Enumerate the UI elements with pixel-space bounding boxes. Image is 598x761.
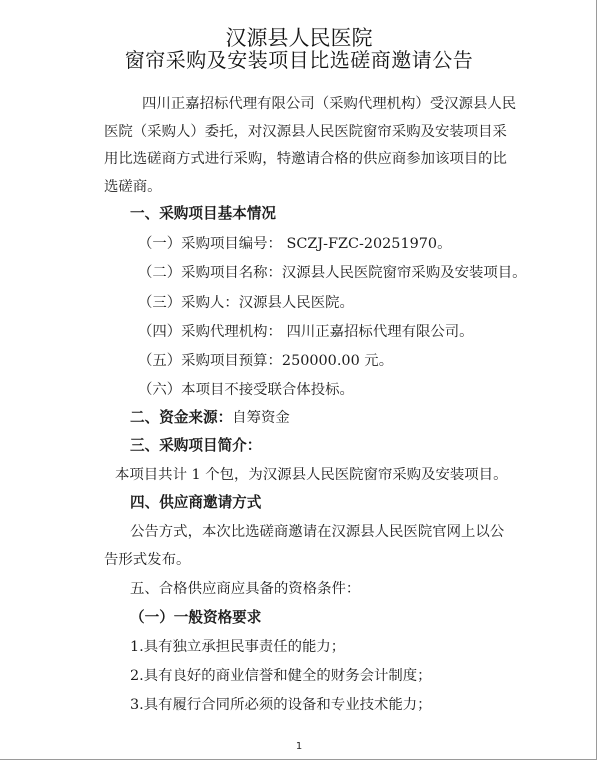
section-5-heading: 五、合格供应商应具备的资格条件： — [130, 581, 361, 597]
section-1-item: （三）采购人：汉源县人民医院。 — [138, 295, 354, 311]
section-5-item: 3.具有履行合同所必须的设备和专业技术能力； — [130, 697, 432, 713]
section-1-item: （六）本项目不接受联合体投标。 — [138, 382, 354, 398]
intro-line-4: 选磋商。 — [104, 179, 162, 195]
intro-line-1: 四川正嘉招标代理有限公司（采购代理机构）受汉源县人民 — [142, 96, 517, 112]
section-1-item: （一）采购项目编号： SCZJ-FZC-20251970。 — [138, 236, 452, 252]
section-1-item: （四）采购代理机构： 四川正嘉招标代理有限公司。 — [138, 324, 474, 340]
section-5-item: 1.具有独立承担民事责任的能力； — [130, 639, 346, 655]
section-3-heading: 三、采购项目简介： — [130, 437, 262, 454]
section-4-text-line-2: 告形式发布。 — [104, 552, 191, 568]
section-1-item: （二）采购项目名称：汉源县人民医院窗帘采购及安装项目。 — [138, 265, 527, 281]
document-title-line-1: 汉源县人民医院 — [225, 26, 373, 50]
section-2-value: 自筹资金 — [232, 410, 290, 426]
intro-line-2: 医院（采购人）委托，对汉源县人民医院窗帘采购及安装项目采 — [104, 124, 507, 140]
section-2-label: 二、资金来源： — [130, 409, 233, 426]
section-2-line — [130, 409, 290, 427]
intro-line-3: 用比选磋商方式进行采购，特邀请合格的供应商参加该项目的比 — [104, 151, 507, 167]
section-5-item: 2.具有良好的商业信誉和健全的财务会计制度； — [130, 668, 432, 684]
section-3-text: 本项目共计 1 个包，为汉源县人民医院窗帘采购及安装项目。 — [115, 467, 508, 483]
section-1-item: （五）采购项目预算：250000.00 元。 — [138, 353, 394, 369]
section-1-heading: 一、采购项目基本情况 — [130, 205, 276, 222]
page-number: 1 — [295, 741, 303, 752]
document-title-line-2: 窗帘采购及安装项目比选磋商邀请公告 — [124, 48, 474, 72]
section-4-text-line-1: 公告方式，本次比选磋商邀请在汉源县人民医院官网上以公 — [130, 524, 505, 540]
section-5-sub-heading: （一）一般资格要求 — [130, 609, 262, 626]
section-4-heading: 四、供应商邀请方式 — [130, 494, 262, 511]
